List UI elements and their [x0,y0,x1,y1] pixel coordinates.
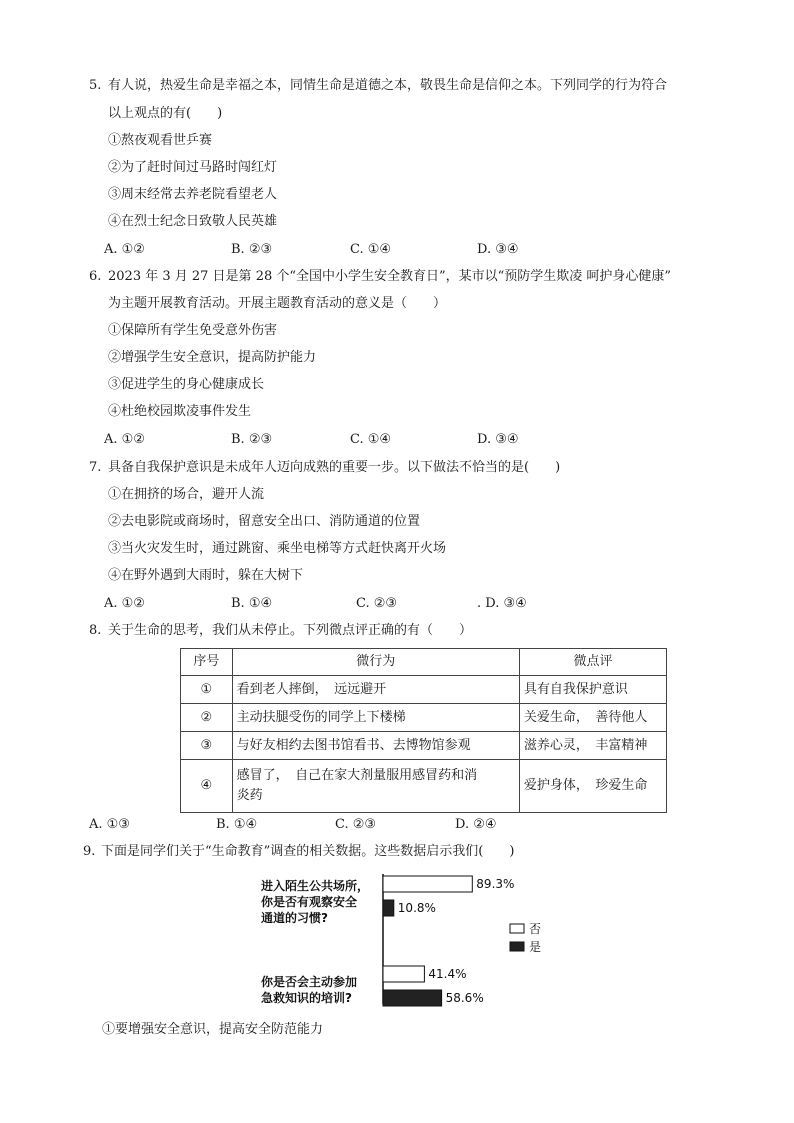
q5-option-c[interactable]: C. ①④ [350,242,392,257]
row-no: ③ [181,732,233,760]
q7-option-c[interactable]: C. ②③ [356,596,398,611]
row-review: 具有自我保护意识 [519,676,666,704]
q5-stem-line2: 以上观点的有( ) [108,106,223,121]
q7-option-d[interactable]: . D. ③④ [477,596,527,611]
q8-option-d[interactable]: D. ②④ [455,817,497,832]
q7-item-3: ③当火灾发生时，通过跳窗、乘坐电梯等方式赶快离开火场 [108,541,447,556]
legend-label: 否 [529,922,542,936]
category-label: 你是否有观察安全 [261,895,358,909]
category-label: 急救知识的培训? [261,991,352,1005]
q5-item-1: ①熬夜观看世乒赛 [108,133,213,148]
data-label: 89.3% [476,877,515,891]
q8-number: 8. [89,623,102,638]
category-labels [260,878,369,1005]
category-label: 你是否会主动参加 [261,975,358,989]
q7-item-2: ②去电影院或商场时，留意安全出口、消防通道的位置 [108,514,421,529]
q8-table [180,648,667,813]
q6-option-c[interactable]: C. ①④ [350,432,392,447]
category-label: 通道的习惯? [261,911,328,925]
table-row [181,732,667,760]
q5-option-b[interactable]: B. ②③ [231,242,273,257]
q6-item-2: ②增强学生安全意识，提高防护能力 [108,350,317,365]
data-label: 58.6% [445,991,484,1005]
q6-stem-line1: 2023 年 3 月 27 日是第 28 个“全国中小学生安全教育日”，某市以“预防学生欺凌 呵护身心健康” [108,269,672,284]
q6-stem-line2: 为主题开展教育活动。开展主题教育活动的意义是（ ） [108,296,447,311]
q5-stem-line1: 有人说，热爱生命是幸福之本，同情生命是道德之本，敬畏生命是信仰之本。下列同学的行为符合 [108,78,668,93]
row-action [232,760,519,813]
q5-item-3: ③周末经常去养老院看望老人 [108,187,278,202]
survey-bar-chart [255,872,555,1022]
q7-option-a[interactable]: A. ①② [104,596,145,611]
q5-item-2: ②为了赶时间过马路时闯红灯 [108,160,278,175]
q6-item-3: ③促进学生的身心健康成长 [108,377,265,392]
row-action-line2: 炎药 [236,788,263,803]
row-action: 看到老人摔倒， 远远避开 [232,676,519,704]
header-action: 微行为 [232,649,519,676]
q7-stem-line1: 具备自我保护意识是未成年人迈向成熟的重要一步。以下做法不恰当的是( ) [108,460,561,475]
q8-option-b[interactable]: B. ①④ [216,817,258,832]
q9-stem-line1: 下面是同学们关于“生命教育”调查的相关数据。这些数据启示我们( ) [101,844,515,859]
q6-item-4: ④杜绝校园欺凌事件发生 [108,404,252,419]
q6-number: 6. [89,269,102,284]
table-row [181,676,667,704]
bar-no [383,966,424,982]
row-no: ② [181,704,233,732]
q8-option-a[interactable]: A. ①③ [89,817,130,832]
q5-option-d[interactable]: D. ③④ [477,242,519,257]
q6-option-d[interactable]: D. ③④ [477,432,519,447]
q6-option-b[interactable]: B. ②③ [231,432,273,447]
row-review: 关爱生命， 善待他人 [519,704,666,732]
data-label: 41.4% [428,967,467,981]
q5-option-a[interactable]: A. ①② [104,242,145,257]
q8-option-c[interactable]: C. ②③ [335,817,377,832]
row-review: 爱护身体， 珍爱生命 [519,760,666,813]
legend-label: 是 [529,940,542,954]
q7-item-4: ④在野外遇到大雨时，躲在大树下 [108,568,304,583]
table-row [181,760,667,813]
row-no: ① [181,676,233,704]
header-no: 序号 [181,649,233,676]
legend [510,922,541,954]
q6-item-1: ①保障所有学生免受意外伤害 [108,323,278,338]
bars [383,876,514,1006]
legend-swatch [510,924,524,933]
table-row [181,704,667,732]
bar-yes [383,990,442,1006]
q6-option-a[interactable]: A. ①② [104,432,145,447]
row-action: 主动扶腿受伤的同学上下楼梯 [232,704,519,732]
q8-stem-line1: 关于生命的思考，我们从未停止。下列微点评正确的有（ ） [108,623,473,638]
data-label: 10.8% [397,901,436,915]
bar-yes [383,900,394,916]
q7-item-1: ①在拥挤的场合，避开人流 [108,487,265,502]
q9-item-1: ①要增强安全意识，提高安全防范能力 [102,1022,324,1037]
table-header-row [181,649,667,676]
header-review: 微点评 [519,649,666,676]
category-label: 进入陌生公共场所， [261,879,370,893]
q9-number: 9. [83,844,96,859]
row-action-line1: 感冒了， 自己在家大剂量服用感冒药和消 [236,768,478,783]
legend-swatch [510,942,524,951]
q5-number: 5. [89,78,102,93]
row-review: 滋养心灵， 丰富精神 [519,732,666,760]
q7-option-b[interactable]: B. ①④ [231,596,273,611]
q7-number: 7. [89,460,102,475]
row-action: 与好友相约去图书馆看书、去博物馆参观 [232,732,519,760]
q5-item-4: ④在烈士纪念日致敬人民英雄 [108,214,278,229]
row-no: ④ [181,760,233,813]
bar-no [383,876,472,892]
